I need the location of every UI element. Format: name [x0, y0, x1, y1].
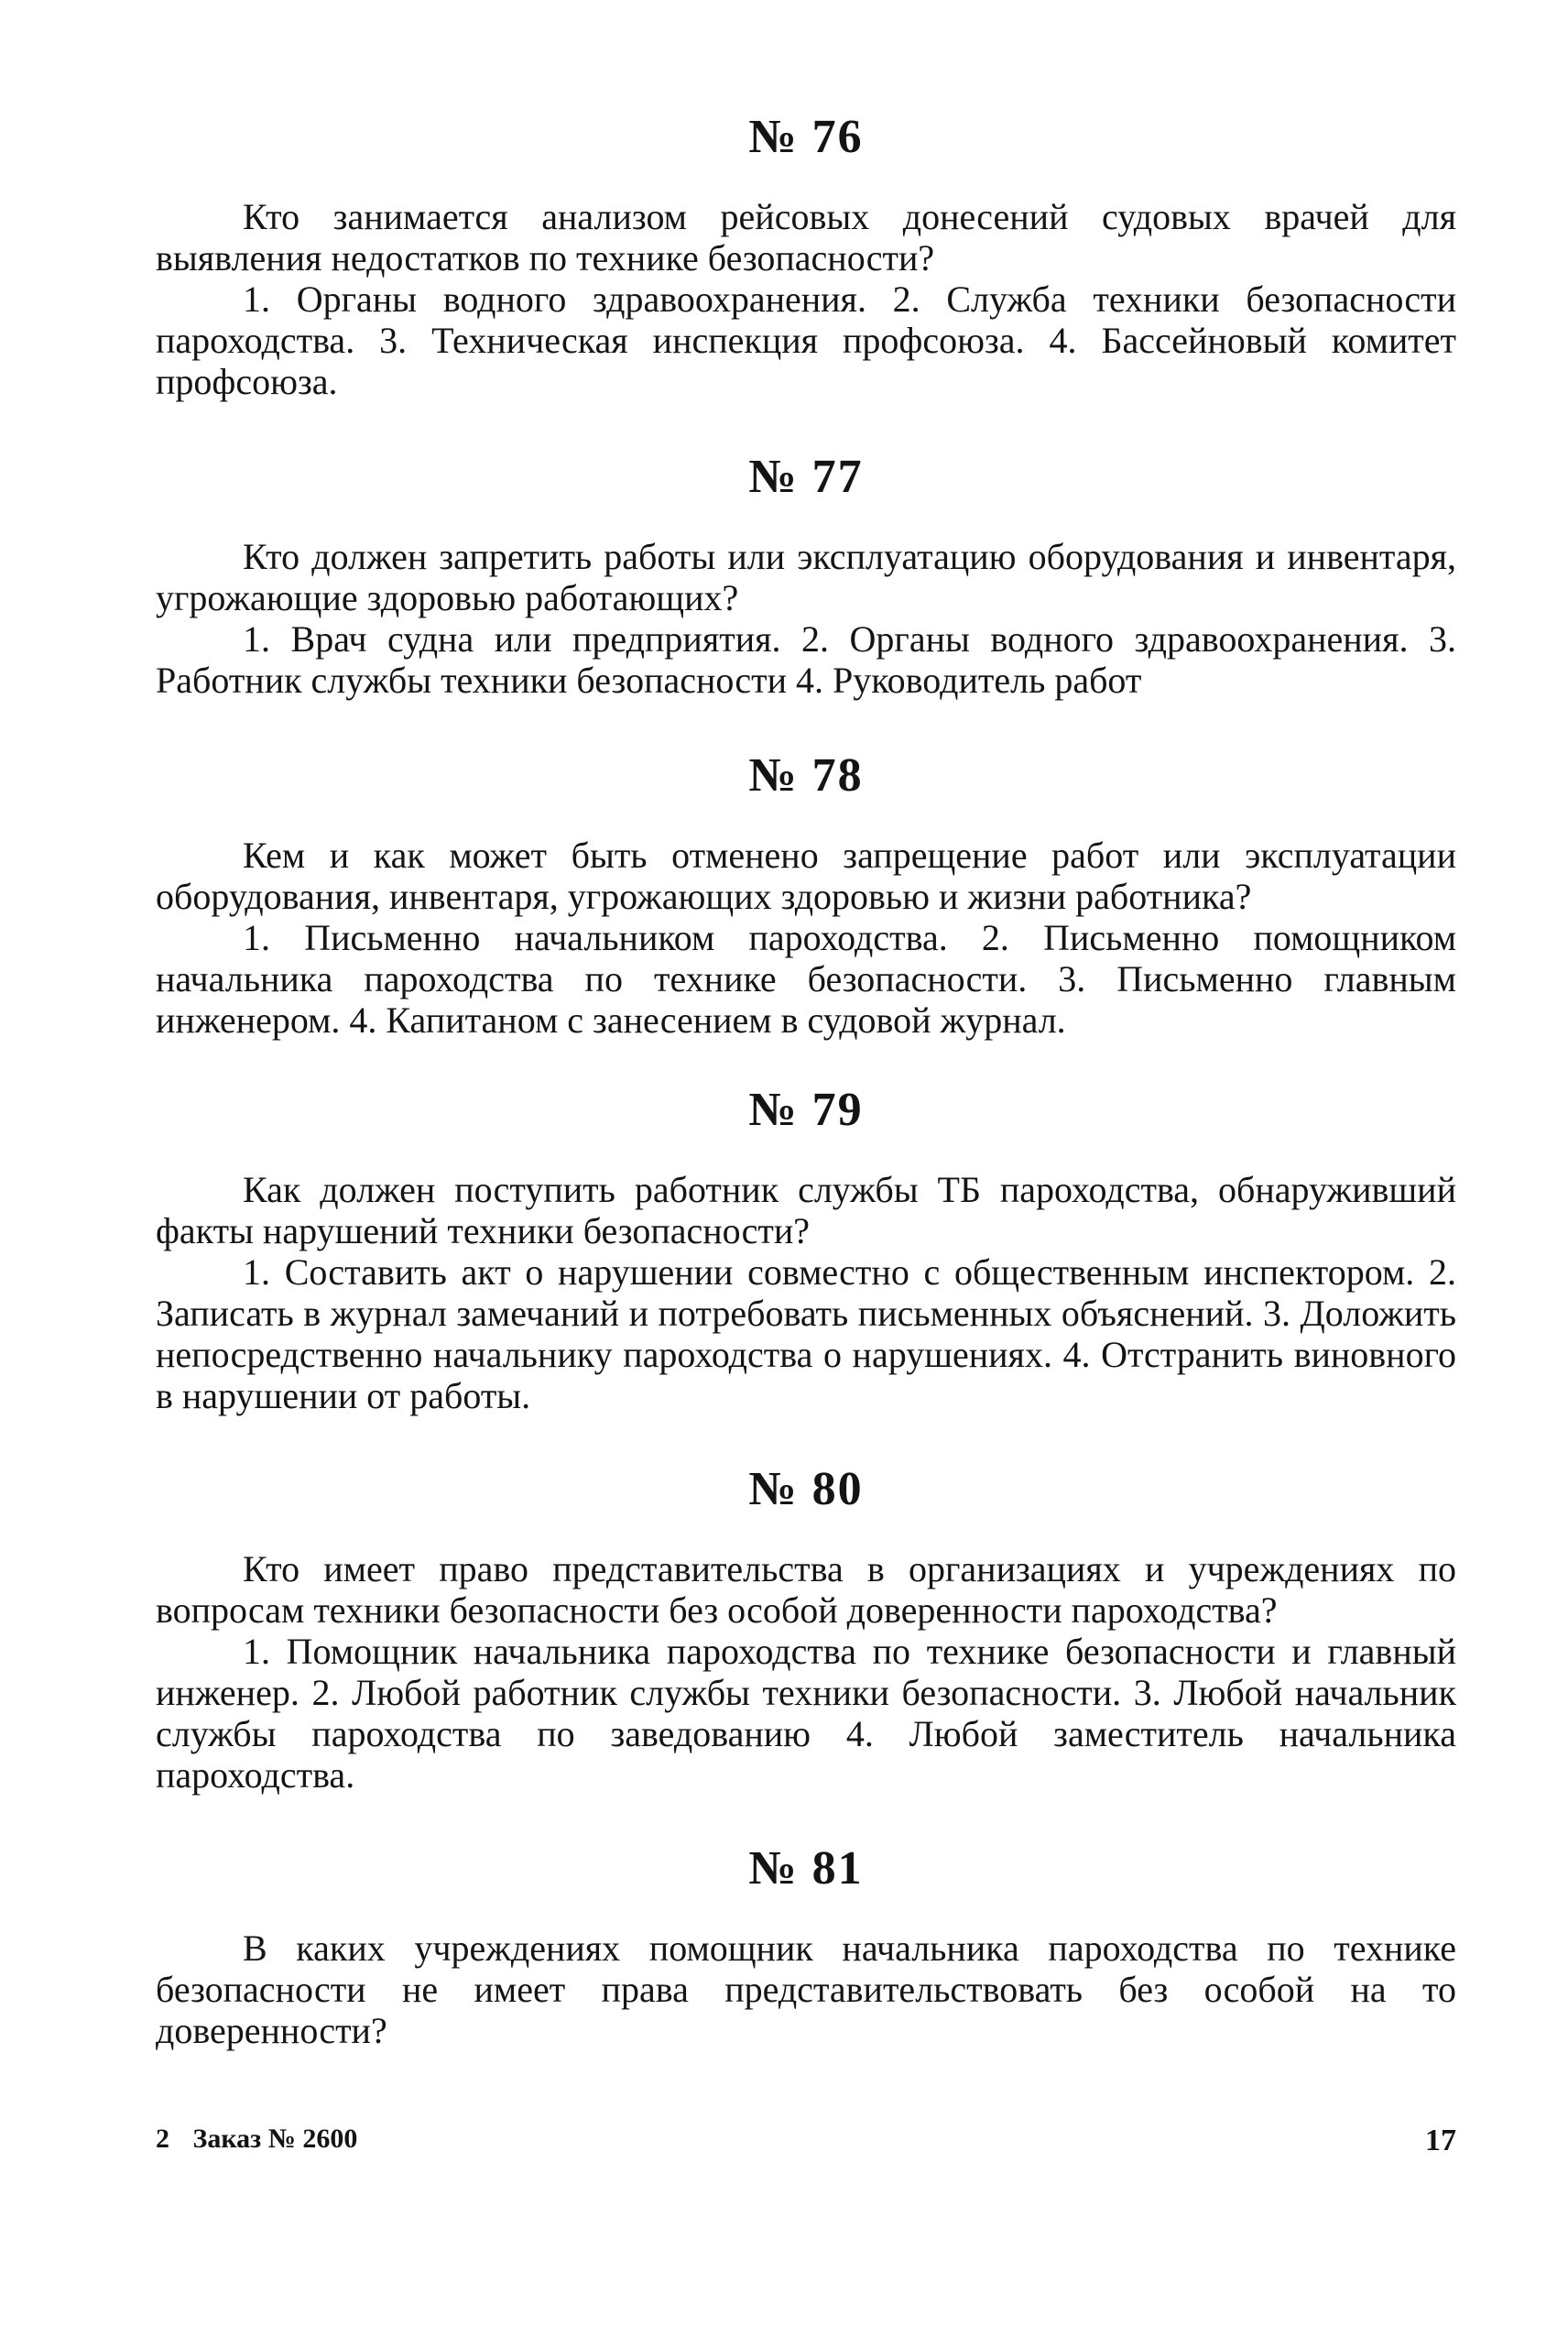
- question-number-heading: № 79: [748, 1084, 864, 1136]
- question-block-77: [156, 450, 1456, 701]
- print-order-line: [156, 2124, 357, 2155]
- signature-mark: 2: [156, 2124, 169, 2154]
- question-text: Кто имеет право представительства в организациях и учреждениях по вопросам техники безопасности без особой доверенности пароходства?: [156, 1548, 1456, 1631]
- page-footer: [156, 2124, 1456, 2160]
- question-block-78: [156, 748, 1456, 1041]
- question-number-heading: № 81: [748, 1842, 864, 1895]
- question-text: Кем и как может быть отменено запрещение работ или эксплуатации оборудования, инвентаря, угрожающих здоровью и жизни работника?: [156, 835, 1456, 917]
- question-block-81: [156, 1841, 1456, 2051]
- answer-options: 1. Составить акт о нарушении совместно с общественным инспектором. 2. Записать в журнал замечаний и потребовать письменных объяснений. 3. Доложить непосредственно начальнику пароходства о нарушениях. 4. Отстранить виновного в нарушении от работы.: [156, 1251, 1456, 1416]
- question-block-76: [156, 110, 1456, 402]
- question-text: В каких учреждениях помощник начальника пароходства по технике безопасности не имеет права представительствовать без особой на то доверенности?: [156, 1927, 1456, 2051]
- answer-options: 1. Помощник начальника пароходства по технике безопасности и главный инженер. 2. Любой работник службы техники безопасности. 3. Любой начальник службы пароходства по заведованию 4. Любой заместитель начальника пароходства.: [156, 1631, 1456, 1796]
- question-number-heading: № 80: [748, 1463, 864, 1515]
- question-text: Кто должен запретить работы или эксплуатацию оборудования и инвентаря, угрожающие здоровью работающих?: [156, 536, 1456, 618]
- question-number-heading: № 77: [748, 451, 864, 503]
- answer-options: 1. Врач судна или предприятия. 2. Органы водного здравоохранения. 3. Работник службы техники безопасности 4. Руководитель работ: [156, 618, 1456, 701]
- question-block-80: [156, 1462, 1456, 1796]
- question-text: Кто занимается анализом рейсовых донесений судовых врачей для выявления недостатков по технике безопасности?: [156, 196, 1456, 278]
- question-text: Как должен поступить работник службы ТБ пароходства, обнаруживший факты нарушений техники безопасности?: [156, 1169, 1456, 1251]
- answer-options: 1. Письменно начальником пароходства. 2. Письменно помощником начальника пароходства по технике безопасности. 3. Письменно главным инженером. 4. Капитаном с занесением в судовой журнал.: [156, 917, 1456, 1041]
- question-number-heading: № 76: [748, 111, 864, 163]
- question-block-79: [156, 1083, 1456, 1416]
- question-number-heading: № 78: [748, 749, 864, 802]
- page-number: 17: [1425, 2124, 1456, 2157]
- document-page: [156, 110, 1456, 2051]
- answer-options: 1. Органы водного здравоохранения. 2. Служба техники безопасности пароходства. 3. Техническая инспекция профсоюза. 4. Бассейновый комитет профсоюза.: [156, 278, 1456, 402]
- order-number: Заказ № 2600: [192, 2124, 358, 2154]
